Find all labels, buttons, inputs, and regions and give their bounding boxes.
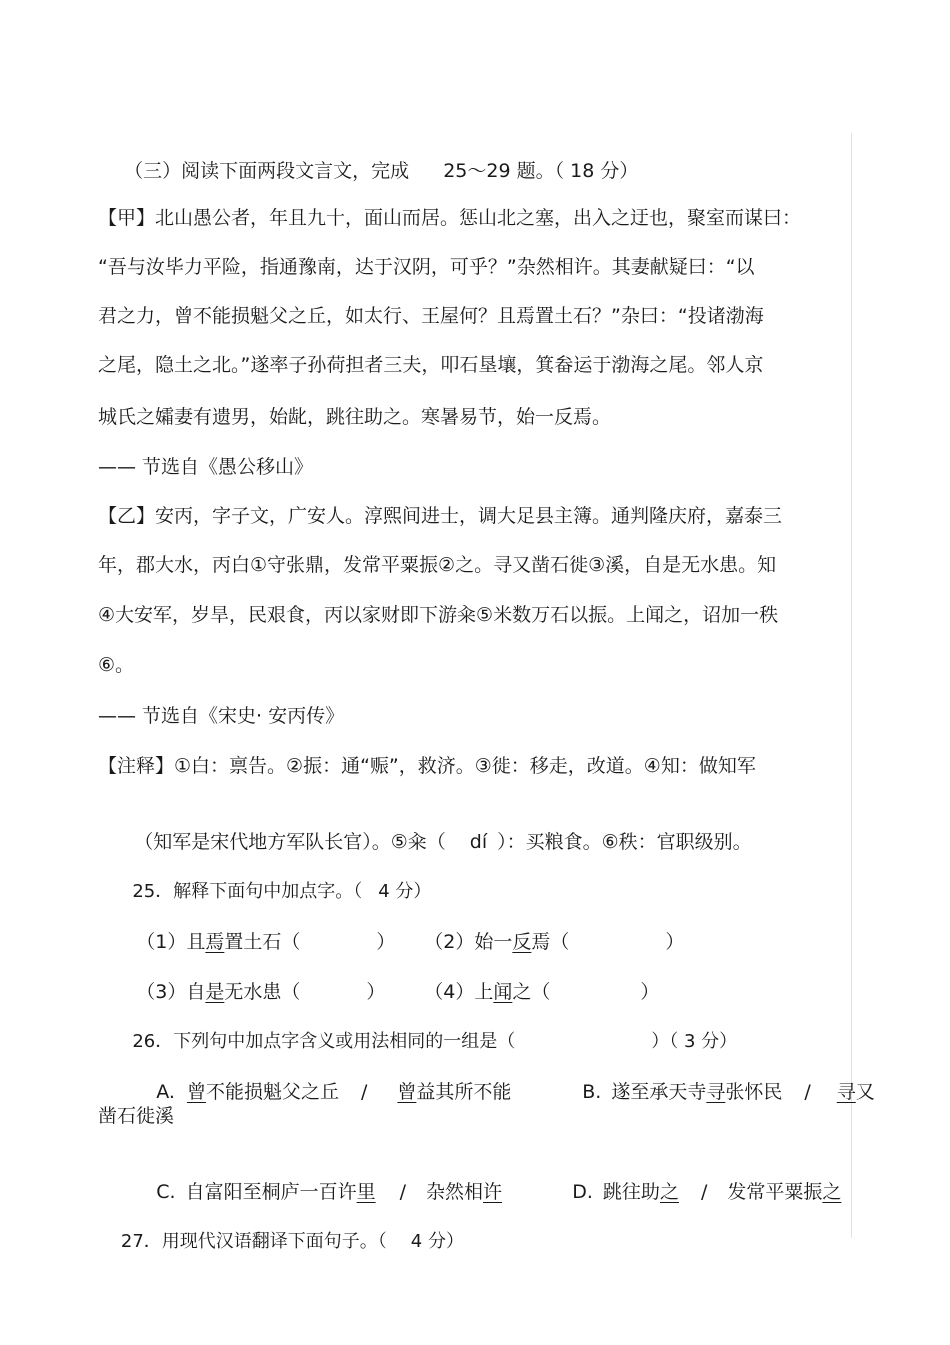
question-score: 4 分） [378, 881, 432, 902]
question-score: ）（ 3 分） [651, 1031, 738, 1052]
section-title-range: 25～29 题。（ 18 分） [443, 160, 639, 182]
passage-line: 【甲】北山愚公者，年且九十，面山而居。惩山北之塞，出入之迂也，聚室而谋曰： [98, 207, 802, 229]
marked-char: 曾 [397, 1081, 417, 1103]
question-text: 25．解释下面句中加点字。（ [132, 881, 363, 902]
option-text: 益其所不能 [416, 1081, 512, 1103]
option-d [536, 1153, 841, 1231]
marked-char: 寻 [836, 1081, 856, 1103]
question-text: 27．用现代汉语翻译下面句子。（ [120, 1231, 387, 1252]
option-text: 不能损魁父之丘 [205, 1081, 339, 1103]
question-text: 26．下列句中加点字含义或用法相同的一组是（ [132, 1031, 516, 1052]
answer-blank-close: ） [366, 981, 386, 1003]
marked-char: 许 [483, 1181, 503, 1203]
option-text: 自富阳至桐庐一百许 [185, 1181, 357, 1203]
item-text: （4）上 [424, 981, 494, 1003]
marked-char: 反 [512, 931, 532, 953]
item-text: 置土石（ [224, 931, 301, 953]
option-label: D. [572, 1181, 593, 1203]
option-label: B. [582, 1081, 602, 1103]
question-27 [98, 1203, 464, 1281]
option-b [546, 1053, 875, 1131]
question-score: 4 分） [410, 1231, 464, 1252]
separator: / [700, 1181, 708, 1203]
option-b-continued: 凿石徙溪 [98, 1105, 175, 1127]
item-text: 无水患（ [224, 981, 301, 1003]
section-title-text: （三）阅读下面两段文言文，完成 [124, 160, 410, 182]
marked-char: 闻 [493, 981, 513, 1003]
option-text: 跳往助 [602, 1181, 660, 1203]
passage-line: 【乙】安丙，字子文，广安人。淳熙间进士，调大足县主簿。通判隆庆府，嘉泰三 [98, 505, 783, 527]
marked-char: 焉 [205, 931, 225, 953]
option-text: 发常平粟振 [727, 1181, 823, 1203]
marked-char: 寻 [706, 1081, 726, 1103]
separator: / [360, 1081, 368, 1103]
passage-line: 君之力，曾不能损魁父之丘，如太行、王屋何？且焉置土石？”杂曰：“投诸渤海 [98, 305, 764, 327]
passage-line: ④大安军，岁旱，民艰食，丙以家财即下游籴⑤米数万石以振。上闻之，诏加一秩 [98, 604, 779, 626]
marked-char: 之 [822, 1181, 842, 1203]
item-text: （2）始一 [424, 931, 513, 953]
option-a [120, 1053, 511, 1131]
passage-line: 之尾，隐土之北。”遂率子孙荷担者三夫，叩石垦壤，箕畚运于渤海之尾。邻人京 [98, 354, 764, 376]
section-title [100, 132, 638, 210]
separator: / [804, 1081, 811, 1103]
pinyin: dí [469, 831, 488, 853]
option-label: A. [156, 1081, 175, 1103]
item-text: 之（ [512, 981, 551, 1003]
notes-text: ）：买粮食。⑥秩：官职级别。 [497, 831, 752, 853]
passage-source: —— 节选自《宋史· 安丙传》 [98, 705, 345, 727]
marked-char: 曾 [186, 1081, 206, 1103]
notes-text: （知军是宋代地方军队长官）。⑤籴（ [134, 831, 446, 853]
item-text: 焉（ [531, 931, 570, 953]
passage-line: 城氏之孀妻有遗男，始龀，跳往助之。寒暑易节，始一反焉。 [98, 406, 612, 428]
item-text: （3）自 [136, 981, 206, 1003]
option-text: 又 [855, 1081, 875, 1103]
passage-line: ⑥。 [98, 654, 135, 676]
marked-char: 是 [205, 981, 225, 1003]
option-text: 遂至承天寺 [611, 1081, 707, 1103]
marked-char: 之 [659, 1181, 679, 1203]
item-text: （1）且 [136, 931, 206, 953]
passage-source: —— 节选自《愚公移山》 [98, 456, 314, 478]
passage-line: “吾与汝毕力平险，指通豫南，达于汉阴，可乎？”杂然相许。其妻献疑曰：“以 [98, 256, 755, 278]
answer-blank-close: ） [376, 931, 396, 953]
answer-blank-close: ） [640, 981, 660, 1003]
notes-line: 【注释】①白：禀告。②振：通“赈”，救济。③徙：移走，改道。④知：做知军 [98, 755, 756, 777]
option-label: C. [156, 1181, 176, 1203]
option-text: 张怀民 [725, 1081, 783, 1103]
answer-blank-close: ） [665, 931, 685, 953]
option-text: 杂然相 [426, 1181, 484, 1203]
marked-char: 里 [356, 1181, 376, 1203]
separator: / [399, 1181, 406, 1203]
passage-line: 年，郡大水，丙白①守张鼎，发常平粟振②之。寻又凿石徙③溪，自是无水患。知 [98, 554, 777, 576]
